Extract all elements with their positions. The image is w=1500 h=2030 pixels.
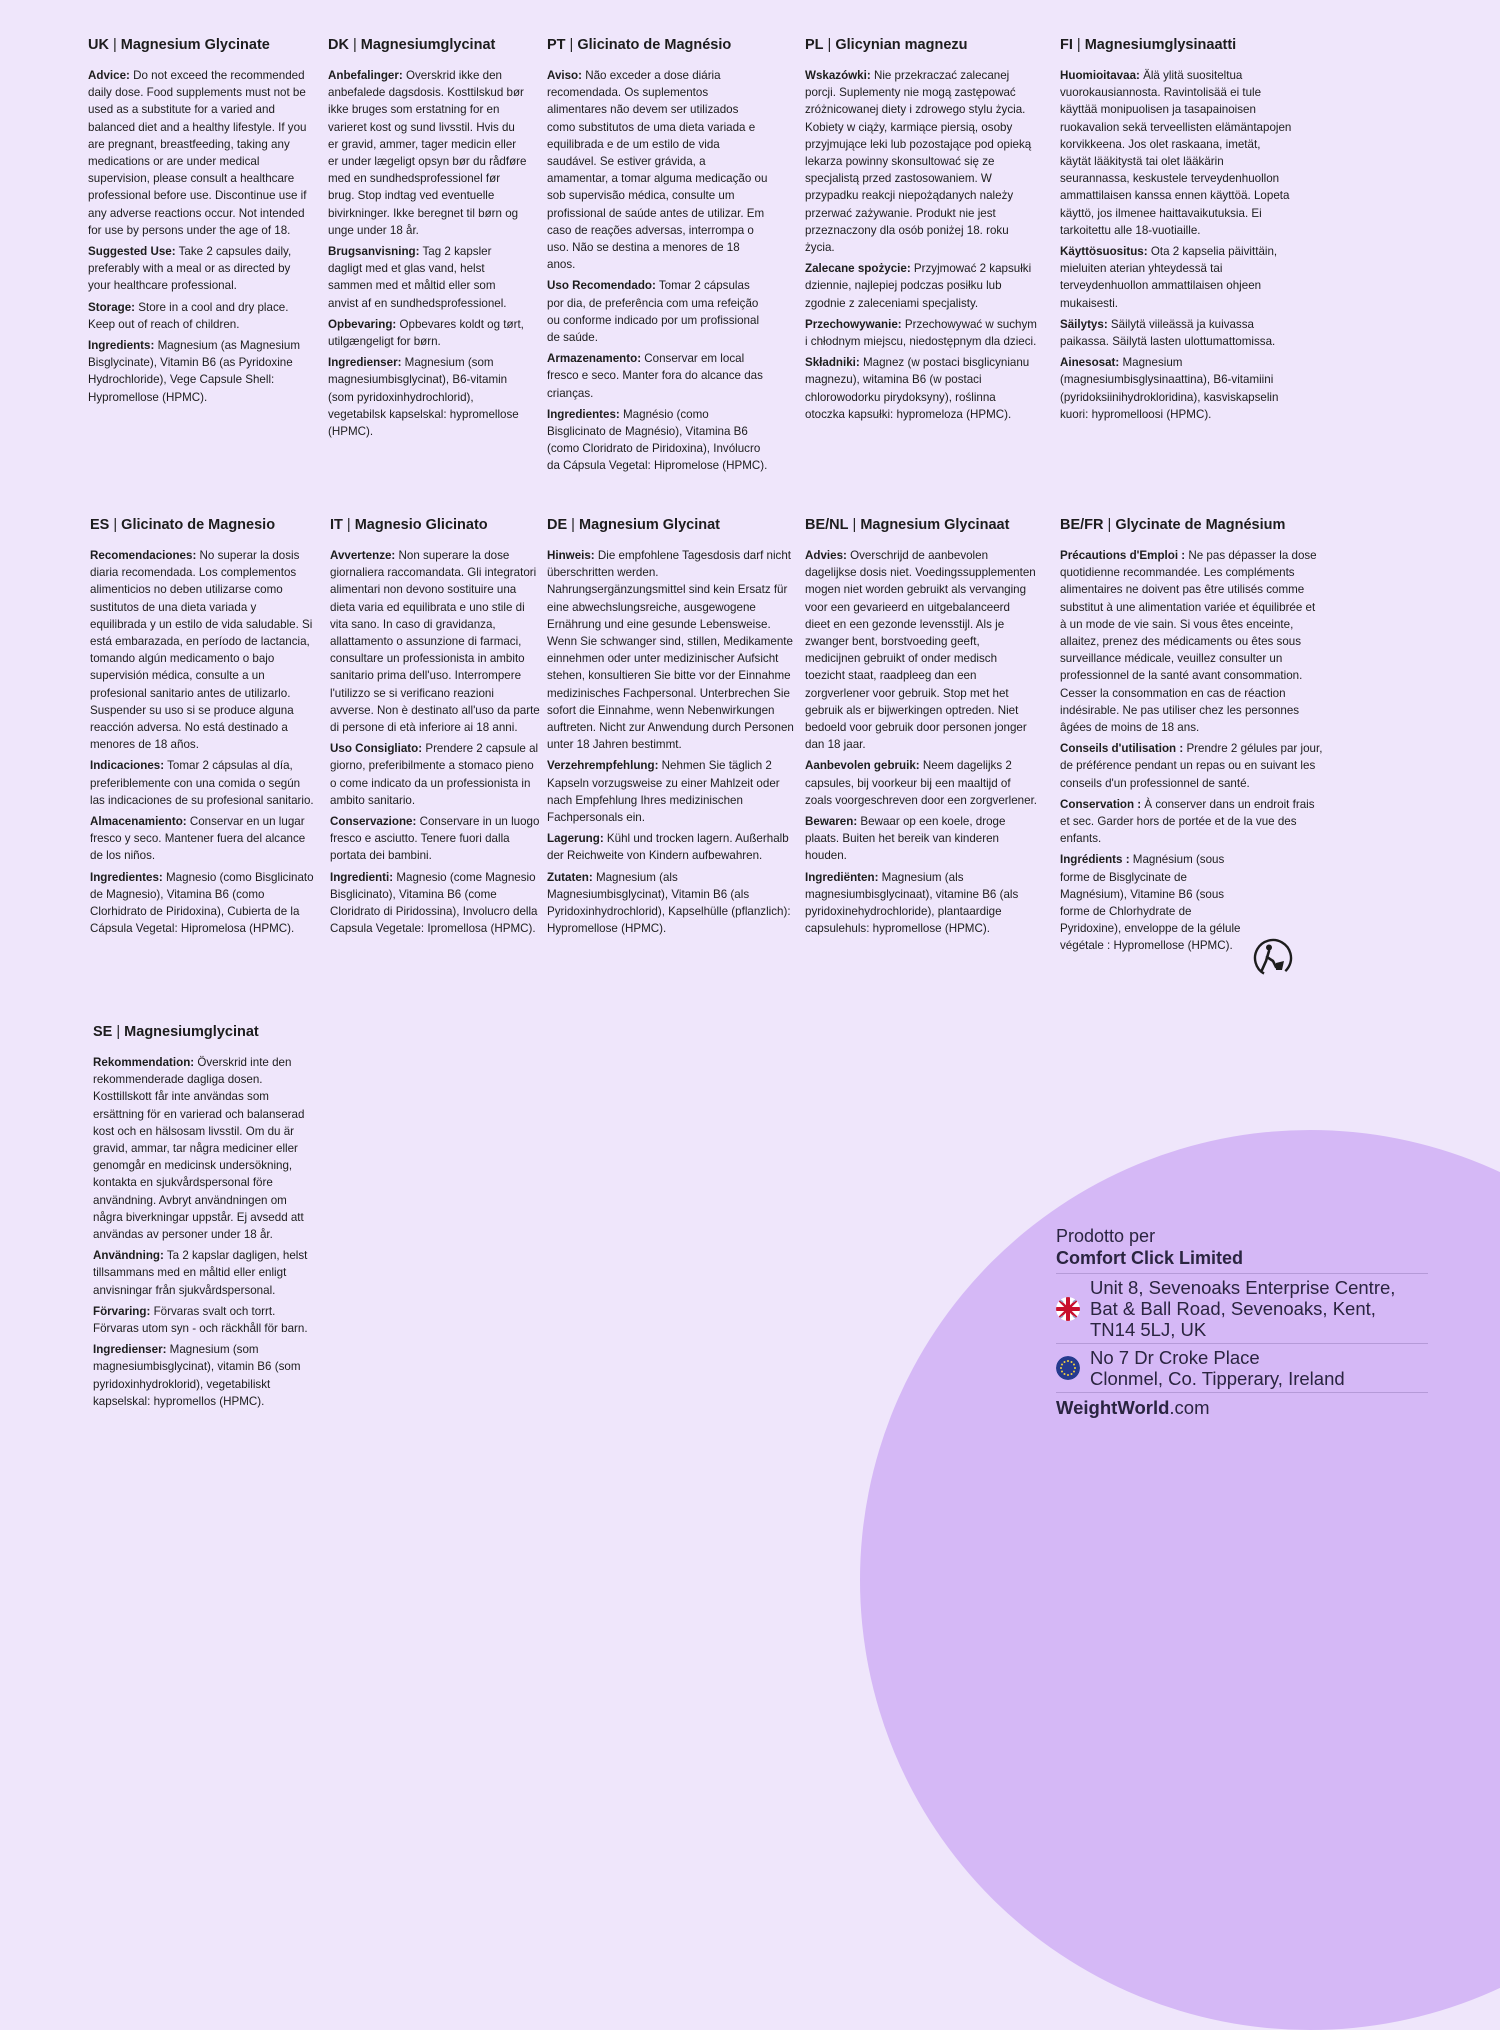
ingredients-section: Ingredientes: Magnésio (como Bisglicinato de Magnésio), Vitamina B6 (como Cloridrato de Piridoxina), Invólucro da Cápsula Vegetal: Hipromelose (HPMC). (547, 407, 768, 473)
advice-section: Rekommendation: Överskrid inte den rekommenderade dagliga dosen. Kosttillskott får inte användas som ersättning för en varierad och balanserad kost och en hälsosam livsstil. Om du är gravid, ammar, tar några mediciner eller genomgår en medicinsk undersökning, kontakta en sjukvårdspersonal före användning. Avbryt användningen om några biverkningar uppstår. Ej avsedd att användas av personer under 18 år. (93, 1056, 305, 1242)
ingredients-section: Ingredientes: Magnesio (como Bisglicinato de Magnesio), Vitamina B6 (como Clorhidrato de Piridoxina), Cubierta de la Cápsula Vegetal: Hipromelosa (HPMC). (90, 870, 314, 936)
ingredients-section: Składniki: Magnez (w postaci bisglicynianu magnezu), witamina B6 (w postaci chlorowodorku pirydoksyny), roślinna otoczka kapsułki: hypromeloza (HPMC). (805, 356, 1030, 421)
advice-section: Anbefalinger: Overskrid ikke den anbefalede dagsdosis. Kosttilskud bør ikke bruges som erstatning for en varieret kost og sund livsstil. Hvis du er gravid, ammer, tager medicin eller er under lægeligt opsyn bør du rådføre med en sundhedsprofessionel før brug. Stop indtag ved eventuelle bivirkninger. Ikke beregnet til børn og unge under 18 år. (328, 69, 527, 237)
usage-section: Suggested Use: Take 2 capsules daily, preferably with a meal or as directed by your healthcare professional. (88, 245, 292, 293)
ingredients-section: Ingredients: Magnesium (as Magnesium Bisglycinate), Vitamin B6 (as Pyridoxine Hydrochloride), Vege Capsule Shell: Hypromellose (HPMC). (88, 339, 300, 404)
ingredients-section: Ingredienser: Magnesium (som magnesiumbisglycinat), B6-vitamin (som pyridoxinhydrochlorid), vegetabilsk kapselskal: hypromellose (HPMC). (328, 356, 519, 439)
ingredients-section: Ainesosat: Magnesium (magnesiumbisglysinaattina), B6-vitamiini (pyridoksiinihydrokloridina), kasviskapselin kuori: hypromelloosi (HPMC). (1060, 356, 1279, 421)
eu-address-row (1056, 1343, 1428, 1392)
ingredients-section: Ingredienser: Magnesium (som magnesiumbisglycinat), vitamin B6 (som pyridoxinhydroklorid), vegetabiliskt kapselskal: hypromellos (HPMC). (93, 1343, 301, 1408)
ingredients-section: Ingrédients : Magnésium (sous forme de Bisglycinate de Magnésium), Vitamine B6 (sous forme de Chlorhydrate de Pyridoxine), enveloppe de la gélule végétale : Hypromellose (HPMC). (1060, 853, 1241, 953)
label-column-se (93, 1023, 309, 1414)
label-column-dk (328, 36, 528, 444)
storage-section: Almacenamiento: Conservar en un lugar fresco y seco. Mantener fuera del alcance de los niños. (90, 815, 306, 863)
storage-section: Przechowywanie: Przechowywać w suchym i chłodnym miejscu, niedostępnym dla dzieci. (805, 317, 1037, 349)
column-heading: PL | Glicynian magnezu (805, 37, 968, 53)
column-heading: BE/NL | Magnesium Glycinaat (805, 517, 1010, 533)
company-name: Comfort Click Limited (1056, 1248, 1244, 1268)
advice-section: Hinweis: Die empfohlene Tagesdosis darf nicht überschritten werden. Nahrungsergänzungsmittel sind kein Ersatz für eine abwechslungsreiche, ausgewogene Ernährung und eine gesunde Lebensweise. Wenn Sie schwanger sind, stillen, Medikamente einnehmen oder unter medizinischer Aufsicht stehen, konsultieren Sie bitte vor der Einnahme medizinisches Fachpersonal. Unterbrechen Sie sofort die Einnahme, wenn Nebenwirkungen auftreten. Nicht zur Anwendung durch Personen unter 18 Jahren bestimmt. (547, 549, 794, 752)
ingredients-section: Ingrediënten: Magnesium (als magnesiumbisglycinaat), vitamine B6 (als pyridoxinehydrochloride), plantaardige capsulehuls: hypromellose (HPMC). (805, 870, 1019, 936)
manufacturer-info (1056, 1226, 1428, 1420)
label-column-be-fr (1060, 516, 1324, 959)
label-column-it (330, 516, 540, 941)
column-heading: PT | Glicinato de Magnésio (547, 37, 732, 53)
label-column-pt (547, 36, 769, 479)
usage-section: Aanbevolen gebruik: Neem dagelijks 2 capsules, bij voorkeur bij een maaltijd of zoals voorgeschreven door een zorgverlener. (805, 759, 1038, 807)
column-heading: DK | Magnesiumglycinat (328, 37, 496, 53)
column-heading: UK | Magnesium Glycinate (88, 37, 270, 53)
column-heading: BE/FR | Glycinate de Magnésium (1060, 517, 1286, 533)
usage-section: Zalecane spożycie: Przyjmować 2 kapsułki dziennie, najlepiej podczas posiłku lub zgodnie z zaleceniami specjalisty. (805, 262, 1032, 310)
eu-address: No 7 Dr Croke Place Clonmel, Co. Tipperary, Ireland (1090, 1347, 1345, 1389)
advice-section: Recomendaciones: No superar la dosis diaria recomendada. Los complementos alimenticios no deben utilizarse como sustitutos de una dieta variada y equilibrada y un estilo de vida saludable. Si está embarazada, en período de lactancia, tomando algún medicamento o bajo supervisión médica, consulte a un profesional sanitario antes de utilizarlo. Suspender su uso si se produce alguna reacción adversa. No está destinado a menores de 18 años. (90, 549, 313, 752)
storage-section: Lagerung: Kühl und trocken lagern. Außerhalb der Reichweite von Kindern aufbewahren. (547, 832, 789, 863)
usage-section: Conseils d'utilisation : Prendre 2 gélules par jour, de préférence pendant un repas ou en suivant les conseils d'un professionnel de santé. (1060, 742, 1323, 790)
label-column-de (547, 516, 800, 941)
storage-section: Conservation : À conserver dans un endroit frais et sec. Garder hors de portée et de la vue des enfants. (1060, 797, 1315, 846)
usage-section: Indicaciones: Tomar 2 cápsulas al día, preferiblemente con una comida o según las indicaciones de su profesional sanitario. (90, 759, 314, 807)
uk-flag-icon (1056, 1297, 1080, 1321)
storage-section: Storage: Store in a cool and dry place. Keep out of reach of children. (88, 300, 289, 331)
storage-section: Säilytys: Säilytä viileässä ja kuivassa paikassa. Säilytä lasten ulottumattomissa. (1060, 317, 1276, 349)
advice-section: Précautions d'Emploi : Ne pas dépasser la dose quotidienne recommandée. Les compléments alimentaires ne doivent pas être utilisés comme substitut à une alimentation variée et équilibrée et à un mode de vie sain. Si vous êtes enceinte, allaitez, prenez des médicaments ou êtes sous surveillance médicale, veuillez consulter un professionnel de la santé avant consommation. Cesser la consommation en cas de réaction indésirable. Ne pas utiliser chez les personnes âgées de moins de 18 ans. (1060, 549, 1317, 735)
column-heading: FI | Magnesiumglysinaatti (1060, 37, 1237, 53)
usage-section: Uso Consigliato: Prendere 2 capsule al giorno, preferibilmente a stomaco pieno o come indicato da un professionista in ambito sanitario. (330, 742, 539, 807)
column-heading: ES | Glicinato de Magnesio (90, 517, 276, 533)
label-column-fi (1060, 36, 1292, 427)
usage-section: Brugsanvisning: Tag 2 kapsler dagligt med et glas vand, helst sammen med et måltid eller som anvist af en sundhedsprofessionel. (328, 245, 507, 310)
usage-section: Användning: Ta 2 kapslar dagligen, helst tillsammans med en måltid eller enligt anvisningar från sjukvårdspersonal. (93, 1249, 308, 1297)
storage-section: Förvaring: Förvaras svalt och torrt. Förvaras utom syn - och räckhåll för barn. (93, 1304, 308, 1336)
usage-section: Käyttösuositus: Ota 2 kapselia päivittäin, mieluiten aterian yhteydessä tai terveydenhuollon ammattilaisen ohjeen mukaisesti. (1060, 245, 1278, 310)
label-column-pl (805, 36, 1037, 427)
storage-section: Bewaren: Bewaar op een koele, droge plaats. Buiten het bereik van kinderen houden. (805, 815, 1006, 863)
recycle-person-icon (1252, 937, 1294, 979)
storage-section: Armazenamento: Conservar em local fresco e seco. Manter fora do alcance das crianças. (547, 352, 763, 400)
advice-section: Aviso: Não exceder a dose diária recomendada. Os suplementos alimentares não devem ser utilizados como substitutos de uma dieta variada e equilibrada e de um estilo de vida saudável. Se estiver grávida, a amamentar, a tomar alguma medicação ou sob supervisão médica, consulte um profissional de saúde antes de utilizar. Em caso de reações adversas, interrompa o uso. Não se destina a menores de 18 anos. (547, 69, 768, 272)
storage-section: Opbevaring: Opbevares koldt og tørt, utilgængeligt for børn. (328, 317, 524, 349)
ingredients-section: Ingredienti: Magnesio (come Magnesio Bisglicinato), Vitamina B6 (come Cloridrato di Piridossina), Involucro della Capsula Vegetale: Ipromellosa (HPMC). (330, 870, 538, 936)
website-link[interactable]: WeightWorld.com (1056, 1392, 1428, 1420)
advice-section: Advies: Overschrijd de aanbevolen dagelijkse dosis niet. Voedingssupplementen mogen niet worden gebruikt als vervanging voor een gevarieerd en uitgebalanceerd dieet en een gezonde levensstijl. Als je zwanger bent, borstvoeding geeft, medicijnen gebruikt of onder medisch toezicht staat, raadpleeg dan een zorgverlener voor gebruik. Stop met het gebruik als er bijwerkingen optreden. Niet bedoeld voor gebruik door personen jonger dan 18 jaar. (805, 549, 1036, 752)
advice-section: Wskazówki: Nie przekraczać zalecanej porcji. Suplementy nie mogą zastępować zróżnicowanej diety i zdrowego stylu życia. Kobiety w ciąży, karmiące piersią, osoby przyjmujące leki lub pozostające pod opieką lekarza powinny skonsultować się ze specjalistą przed zastosowaniem. W przypadku reakcji niepożądanych należy przerwać zażywanie. Produkt nie jest przeznaczony dla osób poniżej 18. roku życia. (805, 69, 1032, 255)
eu-flag-icon (1056, 1356, 1080, 1380)
usage-section: Uso Recomendado: Tomar 2 cápsulas por dia, de preferência com uma refeição ou conforme indicado por um profissional de saúde. (547, 279, 760, 345)
column-heading: DE | Magnesium Glycinat (547, 517, 720, 533)
column-heading: IT | Magnesio Glicinato (330, 517, 488, 533)
advice-section: Huomioitavaa: Älä ylitä suositeltua vuorokausiannosta. Ravintolisää ei tule käyttää monipuolisen ja tasapainoisen ruokavalion sekä terveellisten elämäntapojen korvikkeena. Jos olet raskaana, imetät, käytät lääkitystä tai olet lääkärin seurannassa, keskustele terveydenhuollon ammattilaisen kanssa ennen käyttöä. Lopeta käyttö, jos ilmenee haittavaikutuksia. Ei tarkoitettu alle 18-vuotiaille. (1060, 69, 1292, 237)
uk-address-row (1056, 1273, 1428, 1343)
produced-for-label: Prodotto per (1056, 1226, 1156, 1246)
uk-address: Unit 8, Sevenoaks Enterprise Centre, Bat & Ball Road, Sevenoaks, Kent, TN14 5LJ, UK (1090, 1277, 1396, 1340)
column-heading: SE | Magnesiumglycinat (93, 1024, 259, 1040)
label-column-es (90, 516, 314, 941)
advice-section: Avvertenze: Non superare la dose giornaliera raccomandata. Gli integratori alimentari non devono sostituire una dieta varia ed equilibrata e uno stile di vita sano. In caso di gravidanza, allattamento o assunzione di farmaci, consultare un professionista in ambito sanitario prima dell'uso. Interrompere l'utilizzo se si verificano reazioni avverse. Non è destinato all'uso da parte di persone di età inferiore ai 18 anni. (330, 549, 540, 735)
label-column-uk (88, 36, 313, 410)
ingredients-section: Zutaten: Magnesium (als Magnesiumbisglycinat), Vitamin B6 (als Pyridoxinhydrochlorid), Kapselhülle (pflanzlich): Hypromellose (HPMC). (547, 870, 791, 936)
advice-section: Advice: Do not exceed the recommended daily dose. Food supplements must not be used as a substitute for a varied and balanced diet and a healthy lifestyle. If you are pregnant, breastfeeding, taking any medications or are under medical supervision, please consult a healthcare professional before use. Discontinue use if any adverse reactions occur. Not intended for use by persons under the age of 18. (88, 69, 307, 237)
storage-section: Conservazione: Conservare in un luogo fresco e asciutto. Tenere fuori dalla portata dei bambini. (330, 815, 540, 863)
usage-section: Verzehrempfehlung: Nehmen Sie täglich 2 Kapseln vorzugsweise zu einer Mahlzeit oder nach Empfehlung Ihres medizinischen Fachpersonals ein. (547, 759, 780, 825)
label-column-be-nl (805, 516, 1037, 941)
